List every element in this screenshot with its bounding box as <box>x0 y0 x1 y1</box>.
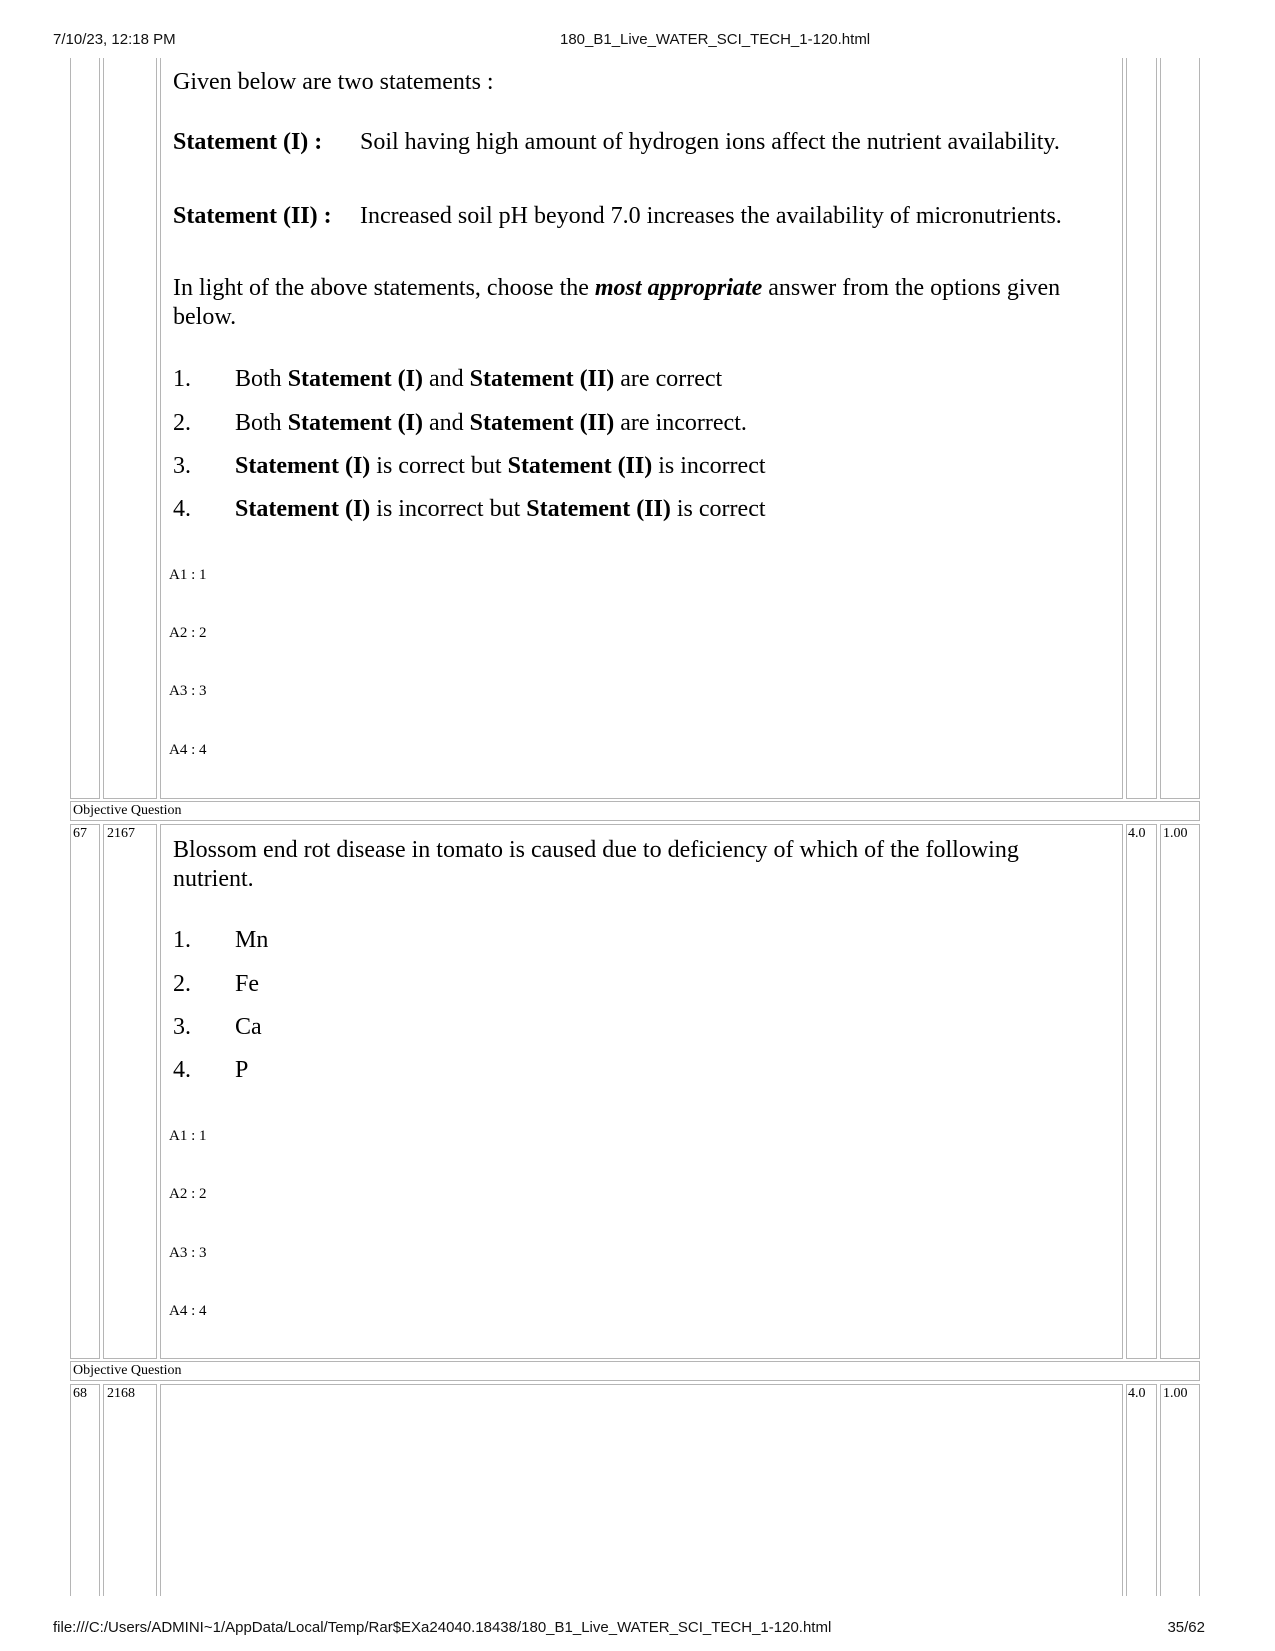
marks-cell <box>1126 1384 1157 1596</box>
answer-code-1: A1 : 1 <box>169 567 207 583</box>
option-part: Statement (II) <box>469 366 615 392</box>
qid-cell <box>103 1384 157 1596</box>
option-part: are correct <box>614 366 723 392</box>
option-number: 2. <box>173 410 191 436</box>
question-cell <box>160 1384 1123 1596</box>
question-id: 2168 <box>107 1386 135 1401</box>
answer-code-4: A4 : 4 <box>169 742 207 758</box>
statement-2-text: Increased soil pH beyond 7.0 increases the availability of micronutrients. <box>360 203 1062 229</box>
option-number: 3. <box>173 453 191 479</box>
option-part: is incorrect but <box>370 496 527 522</box>
option-part: Both <box>235 366 288 392</box>
document-filename: 180_B1_Live_WATER_SCI_TECH_1-120.html <box>560 31 871 48</box>
option-part: Statement (II) <box>526 496 671 522</box>
question-text: Blossom end rot disease in tomato is caused due to deficiency of which of the following nutrient. <box>173 837 1019 892</box>
option-text <box>235 365 722 394</box>
statement-1-text: Soil having high amount of hydrogen ions affect the nutrient availability. <box>360 129 1060 155</box>
serial-number: 68 <box>73 1386 87 1401</box>
option-text: Fe <box>235 971 259 997</box>
option-part: is correct <box>670 496 766 522</box>
answer-code-1: A1 : 1 <box>169 1128 207 1144</box>
option-number: 4. <box>173 1057 191 1083</box>
question-cell <box>160 824 1123 1359</box>
sno-cell <box>70 824 100 1359</box>
question-type-label: Objective Question <box>73 803 182 818</box>
option-part: Statement (II) <box>469 410 615 436</box>
instruction-text-post: answer from the options given below. <box>173 275 1061 330</box>
option-part: Statement (II) <box>507 453 653 479</box>
option-part: are incorrect. <box>614 410 747 436</box>
marks-cell <box>1126 58 1157 799</box>
option-text <box>235 452 766 481</box>
file-path: file:///C:/Users/ADMINI~1/AppData/Local/Temp/Rar$EXa24040.18438/180_B1_Live_WATER_SCI_TECH_1-120.html <box>53 1619 832 1636</box>
question-id: 2167 <box>107 826 135 841</box>
option-number: 1. <box>173 927 191 953</box>
option-text <box>235 409 747 438</box>
option-part: and <box>422 366 470 392</box>
negative-marks-cell <box>1160 58 1200 799</box>
answer-code-2: A2 : 2 <box>169 1186 207 1202</box>
qid-cell <box>103 58 157 799</box>
instruction-emphasis: most appropriate <box>594 275 763 301</box>
option-part: Statement (I) <box>287 366 423 392</box>
negative-marks: 1.00 <box>1163 1386 1188 1401</box>
option-part: Statement (I) <box>287 410 423 436</box>
option-number: 1. <box>173 366 191 392</box>
option-part: Both <box>235 410 288 436</box>
sno-cell <box>70 1384 100 1596</box>
question-intro: Given below are two statements : <box>173 69 494 95</box>
answer-code-3: A3 : 3 <box>169 1245 207 1261</box>
option-part: Statement (I) <box>235 496 371 522</box>
answer-code-4: A4 : 4 <box>169 1303 207 1319</box>
marks: 4.0 <box>1128 826 1146 841</box>
question-type-cell <box>70 1361 1200 1381</box>
answer-code-3: A3 : 3 <box>169 683 207 699</box>
option-text <box>235 495 766 524</box>
option-text: P <box>235 1057 249 1083</box>
instruction-text-pre: In light of the above statements, choose the <box>173 275 595 301</box>
answer-code-2: A2 : 2 <box>169 625 207 641</box>
option-part: is correct but <box>370 453 508 479</box>
sno-cell <box>70 58 100 799</box>
option-text: Mn <box>235 927 269 953</box>
option-number: 3. <box>173 1014 191 1040</box>
option-text: Ca <box>235 1014 262 1040</box>
page-number: 35/62 <box>1167 1619 1205 1636</box>
negative-marks-cell <box>1160 824 1200 1359</box>
serial-number: 67 <box>73 826 87 841</box>
statement-2-label: Statement (II) : <box>173 203 332 229</box>
option-number: 4. <box>173 496 191 522</box>
question-instruction <box>173 274 1100 332</box>
option-part: Statement (I) <box>235 453 371 479</box>
marks: 4.0 <box>1128 1386 1146 1401</box>
negative-marks-cell <box>1160 1384 1200 1596</box>
question-type-label: Objective Question <box>73 1363 182 1378</box>
option-part: and <box>422 410 470 436</box>
negative-marks: 1.00 <box>1163 826 1188 841</box>
print-datetime: 7/10/23, 12:18 PM <box>53 31 176 48</box>
marks-cell <box>1126 824 1157 1359</box>
option-number: 2. <box>173 971 191 997</box>
qid-cell <box>103 824 157 1359</box>
option-part: is incorrect <box>652 453 766 479</box>
question-type-cell <box>70 801 1200 821</box>
statement-1-label: Statement (I) : <box>173 129 323 155</box>
